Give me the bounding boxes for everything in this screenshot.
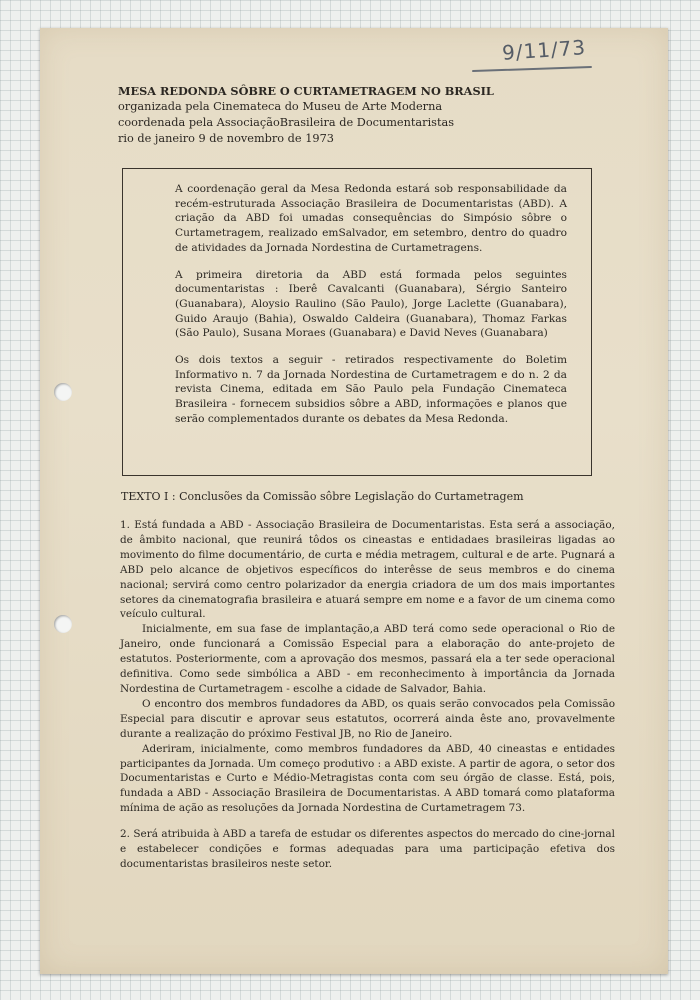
- body-paragraph: 1. Está fundada a ABD - Associação Brasileira de Documentaristas. Esta será a associação, de âmbito nacional, que reunirá tôdos os cineastas e entidadaes brasileiras ligadas ao movimento do filme documentário, de curta e média metragem, cultural e de arte. Pugnará a ABD pelo alcance de objetivos específicos do interêsse de seus membros e do cinema nacional; servirá como centro polarizador da energia criadora de um dos mais importantes setores da cinematografia brasileira e atuará sempre em nome e a favor de um cinema como veículo cultural.: [120, 519, 615, 621]
- intro-paragraph-coordination: A coordenação geral da Mesa Redonda estará sob responsabilidade da recém-estruturada Associação Brasileira de Documentaristas (ABD). A criação da ABD foi umadas consequências do Simpósio sôbre o Curtametragem, realizado emSalvador, em setembro, dentro do quadro de atividades da Jornada Nordestina de Curtametragens.: [175, 183, 567, 254]
- handwritten-date: 9/11/73: [501, 35, 587, 65]
- body-paragraph: Aderiram, inicialmente, como membros fundadores da ABD, 40 cineastas e entidades participantes da Jornada. Um começo produtivo : a ABD existe. A partir de agora, o setor dos Documentaristas e Curto e Médio-Metragistas conta com seu órgão de classe. Está, pois, fundada a ABD - Associação Brasileira de Documentaristas. A ABD tomará como plataforma mínima de ação as resoluções da Jornada Nordestina de Curtametragem 73.: [120, 742, 615, 815]
- section-body: [120, 518, 615, 872]
- intro-box: [122, 168, 592, 476]
- intro-paragraph-directors: A primeira diretoria da ABD está formada pelos seguintes documentaristas : Iberê Cavalcanti (Guanabara), Sérgio Santeiro (Guanabara), Aloysio Raulino (São Paulo), Jorge Laclette (Guanabara), Guido Araujo (Bahia), Oswaldo Caldeira (Guanabara), Thomaz Farkas (São Paulo), Susana Moraes (Guanabara) e David Neves (Guanabara): [175, 268, 567, 340]
- punch-hole: [54, 383, 72, 401]
- document-header: [118, 83, 618, 147]
- body-paragraph: O encontro dos membros fundadores da ABD, os quais serão convocados pela Comissão Especial para discutir e aprovar seus estatutos, ocorrerá ainda êste ano, provavelmente durante a realização do próximo Festival JB, no Rio de Janeiro.: [120, 697, 615, 740]
- header-date: rio de janeiro 9 de novembro de 1973: [118, 132, 334, 145]
- intro-paragraph-texts: Os dois textos a seguir - retirados respectivamente do Boletim Informativo n. 7 da Jornada Nordestina de Curtametragem e do n. 2 da revista Cinema, editada em São Paulo pela Fundação Cinemateca Brasileira - fornecem subsidios sôbre a ABD, informações e planos que serão complementados durante os debates da Mesa Redonda.: [175, 354, 567, 425]
- header-organizer: organizada pela Cinemateca do Museu de Arte Moderna: [118, 100, 443, 113]
- body-paragraph: 2. Será atribuida à ABD a tarefa de estudar os diferentes aspectos do mercado do cine-jornal e estabelecer condições e formas adequadas para uma participação efetiva dos documentaristas brasileiros neste setor.: [120, 828, 615, 870]
- body-paragraph: Inicialmente, em sua fase de implantação,a ABD terá como sede operacional o Rio de Janeiro, onde funcionará a Comissão Especial para a elaboração do ante-projeto de estatutos. Posteriormente, com a aprovação dos mesmos, passará ela a ter sede operacional definitiva. Como sede simbólica a ABD - em reconhecimento à importância da Jornada Nordestina de Curtametragem - escolhe a cidade de Salvador, Bahia.: [120, 623, 615, 695]
- punch-hole: [54, 615, 72, 633]
- section-title: TEXTO I : Conclusões da Comissão sôbre Legislação do Curtametragem: [121, 490, 524, 503]
- handwritten-underline: [472, 66, 592, 72]
- document-page: [40, 28, 668, 974]
- header-coordinator: coordenada pela AssociaçãoBrasileira de Documentaristas: [118, 116, 455, 129]
- header-title: MESA REDONDA SÔBRE O CURTAMETRAGEM NO BRASIL: [118, 84, 494, 98]
